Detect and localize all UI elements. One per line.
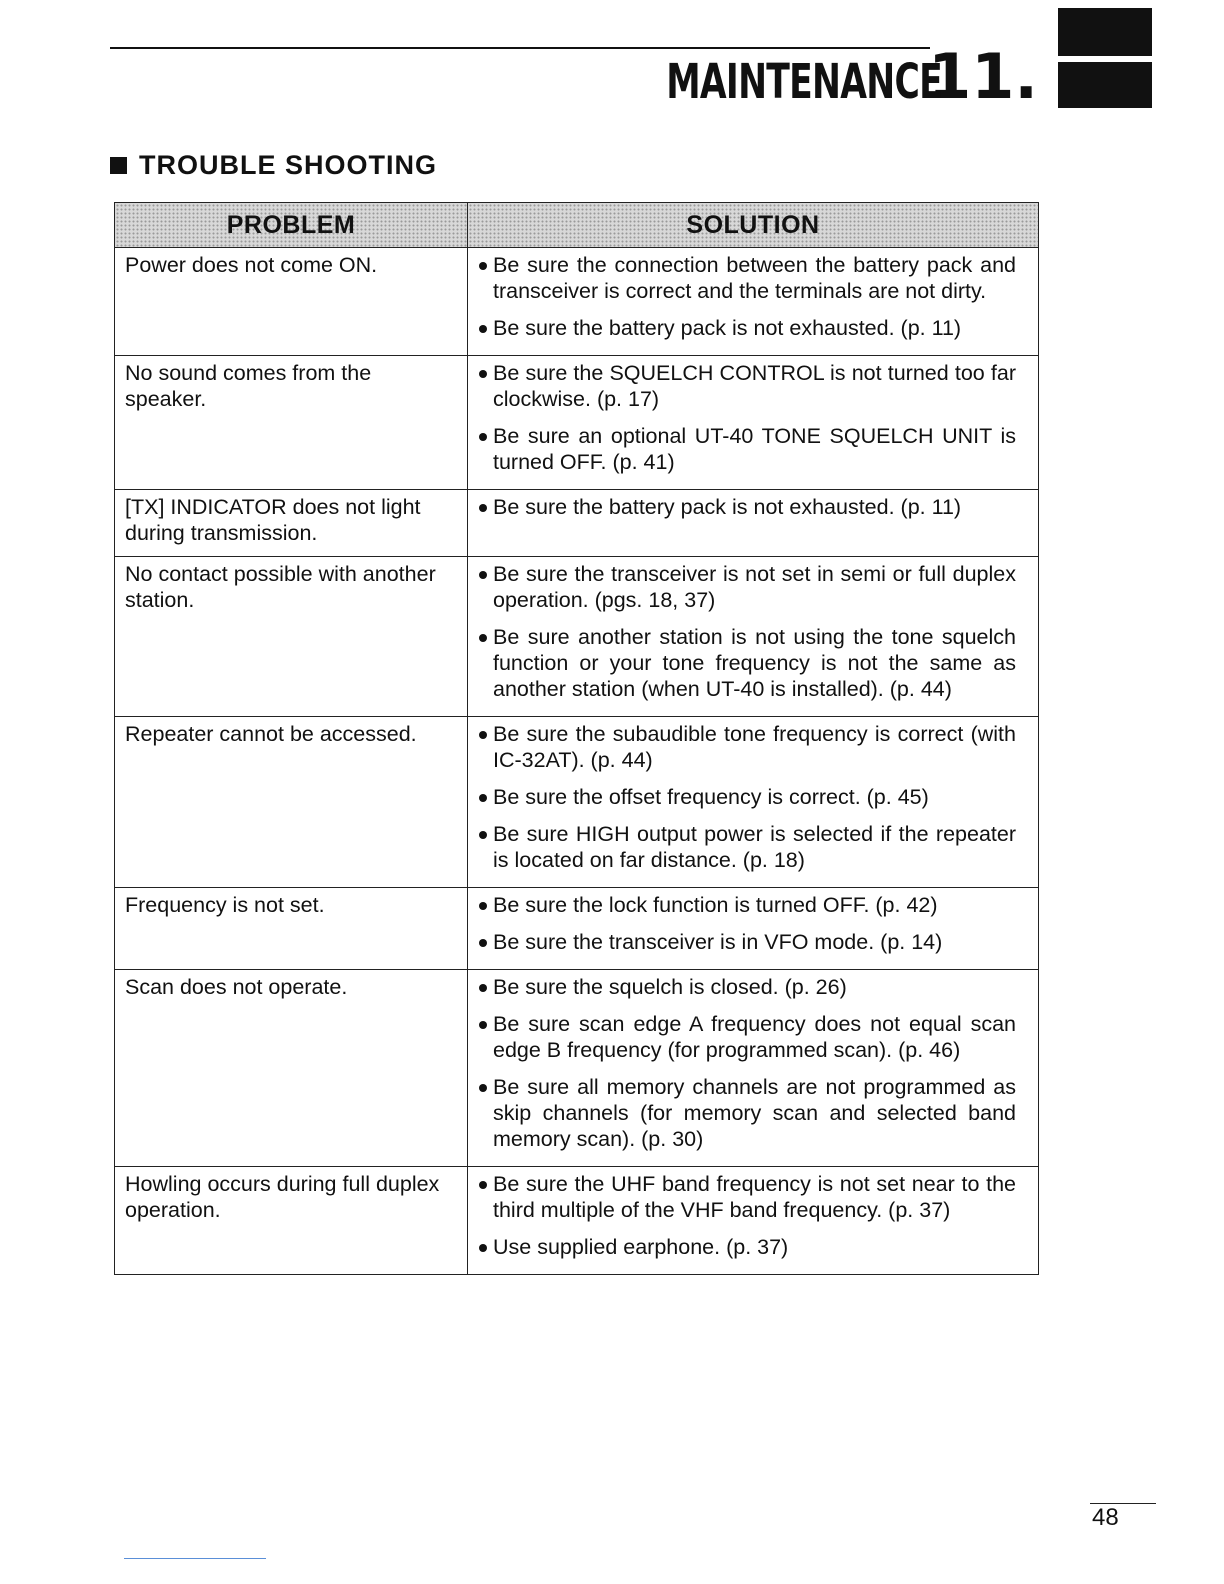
bullet-dot-icon (479, 1244, 487, 1252)
bullet-dot-icon (479, 433, 487, 441)
solution-text: Be sure scan edge A frequency does not equal scan edge B frequency (for programmed scan). (p. 46) (493, 1012, 1016, 1062)
table-row (115, 557, 1039, 717)
bullet-dot-icon (479, 831, 487, 839)
solution-item (478, 784, 1016, 810)
solution-text: Be sure the subaudible tone frequency is correct (with IC-32AT). (p. 44) (493, 722, 1016, 772)
solution-text: Be sure the battery pack is not exhausted. (p. 11) (493, 495, 962, 519)
chapter-tab-marker-bottom (1058, 62, 1152, 108)
problem-cell: Frequency is not set. (115, 888, 468, 970)
solution-item (478, 821, 1016, 873)
solution-text: Be sure all memory channels are not programmed as skip channels (for memory scan and selected band memory scan). (p. 30) (493, 1075, 1016, 1151)
footer-link-underline (124, 1558, 266, 1559)
solution-item (478, 561, 1016, 613)
solution-cell (468, 1167, 1039, 1275)
problem-cell: No contact possible with another station. (115, 557, 468, 717)
bullet-dot-icon (479, 794, 487, 802)
solution-text: Be sure an optional UT-40 TONE SQUELCH UNIT is turned OFF. (p. 41) (493, 424, 1016, 474)
solution-cell (468, 248, 1039, 356)
table-row (115, 248, 1039, 356)
problem-cell: Howling occurs during full duplex operation. (115, 1167, 468, 1275)
solution-cell (468, 490, 1039, 557)
bullet-dot-icon (479, 325, 487, 333)
chapter-heading (559, 40, 1038, 113)
solution-text: Be sure the transceiver is in VFO mode. (p. 14) (493, 930, 943, 954)
solution-cell (468, 717, 1039, 888)
problem-cell: Scan does not operate. (115, 970, 468, 1167)
solution-cell (468, 356, 1039, 490)
solution-item (478, 929, 1016, 955)
solution-text: Be sure the offset frequency is correct. (p. 45) (493, 785, 929, 809)
column-header-solution: SOLUTION (468, 203, 1039, 248)
solution-text: Be sure the battery pack is not exhausted. (p. 11) (493, 316, 962, 340)
solution-item (478, 315, 1016, 341)
section-title: TROUBLE SHOOTING (139, 150, 437, 180)
solution-item (478, 423, 1016, 475)
bullet-dot-icon (479, 370, 487, 378)
table-row (115, 1167, 1039, 1275)
bullet-dot-icon (479, 504, 487, 512)
solution-text: Be sure the squelch is closed. (p. 26) (493, 975, 847, 999)
solution-item (478, 1074, 1016, 1152)
bullet-dot-icon (479, 571, 487, 579)
problem-cell: No sound comes from the speaker. (115, 356, 468, 490)
solution-cell (468, 888, 1039, 970)
solution-item (478, 624, 1016, 702)
bullet-dot-icon (479, 1084, 487, 1092)
solution-item (478, 360, 1016, 412)
section-heading (110, 150, 437, 181)
table-row (115, 717, 1039, 888)
table-row (115, 490, 1039, 557)
solution-text: Use supplied earphone. (p. 37) (493, 1235, 789, 1259)
bullet-dot-icon (479, 984, 487, 992)
table-body (115, 248, 1039, 1275)
bullet-dot-icon (479, 939, 487, 947)
chapter-title: MAINTENANCE (666, 54, 943, 110)
problem-cell: [TX] INDICATOR does not light during transmission. (115, 490, 468, 557)
bullet-dot-icon (479, 262, 487, 270)
solution-text: Be sure the UHF band frequency is not set near to the third multiple of the VHF band frequency. (p. 37) (493, 1172, 1016, 1222)
solution-text: Be sure the SQUELCH CONTROL is not turned too far clockwise. (p. 17) (493, 361, 1016, 411)
square-bullet-icon (110, 157, 127, 174)
solution-item (478, 1011, 1016, 1063)
solution-text: Be sure HIGH output power is selected if the repeater is located on far distance. (p. 18) (493, 822, 1016, 872)
solution-text: Be sure another station is not using the tone squelch function or your tone frequency is not the same as another station (when UT-40 is installed). (p. 44) (493, 625, 1016, 701)
solution-item (478, 892, 1016, 918)
troubleshooting-table (114, 202, 1039, 1275)
problem-cell: Repeater cannot be accessed. (115, 717, 468, 888)
solution-text: Be sure the transceiver is not set in semi or full duplex operation. (pgs. 18, 37) (493, 562, 1016, 612)
solution-cell (468, 970, 1039, 1167)
bullet-dot-icon (479, 731, 487, 739)
solution-item (478, 1171, 1016, 1223)
chapter-tab-marker-top (1058, 8, 1152, 56)
bullet-dot-icon (479, 902, 487, 910)
column-header-problem: PROBLEM (115, 203, 468, 248)
table-row (115, 356, 1039, 490)
solution-text: Be sure the connection between the battery pack and transceiver is correct and the terminals are not dirty. (493, 253, 1016, 303)
bullet-dot-icon (479, 1021, 487, 1029)
table-header-row (115, 203, 1039, 248)
page-number: 48 (1090, 1503, 1156, 1532)
solution-item (478, 974, 1016, 1000)
solution-item (478, 721, 1016, 773)
solution-item (478, 494, 1016, 520)
solution-cell (468, 557, 1039, 717)
solution-text: Be sure the lock function is turned OFF. (p. 42) (493, 893, 938, 917)
problem-cell: Power does not come ON. (115, 248, 468, 356)
solution-item (478, 252, 1016, 304)
table-row (115, 970, 1039, 1167)
bullet-dot-icon (479, 1181, 487, 1189)
bullet-dot-icon (479, 634, 487, 642)
chapter-number: 11. (928, 40, 1038, 113)
table-row (115, 888, 1039, 970)
solution-item (478, 1234, 1016, 1260)
